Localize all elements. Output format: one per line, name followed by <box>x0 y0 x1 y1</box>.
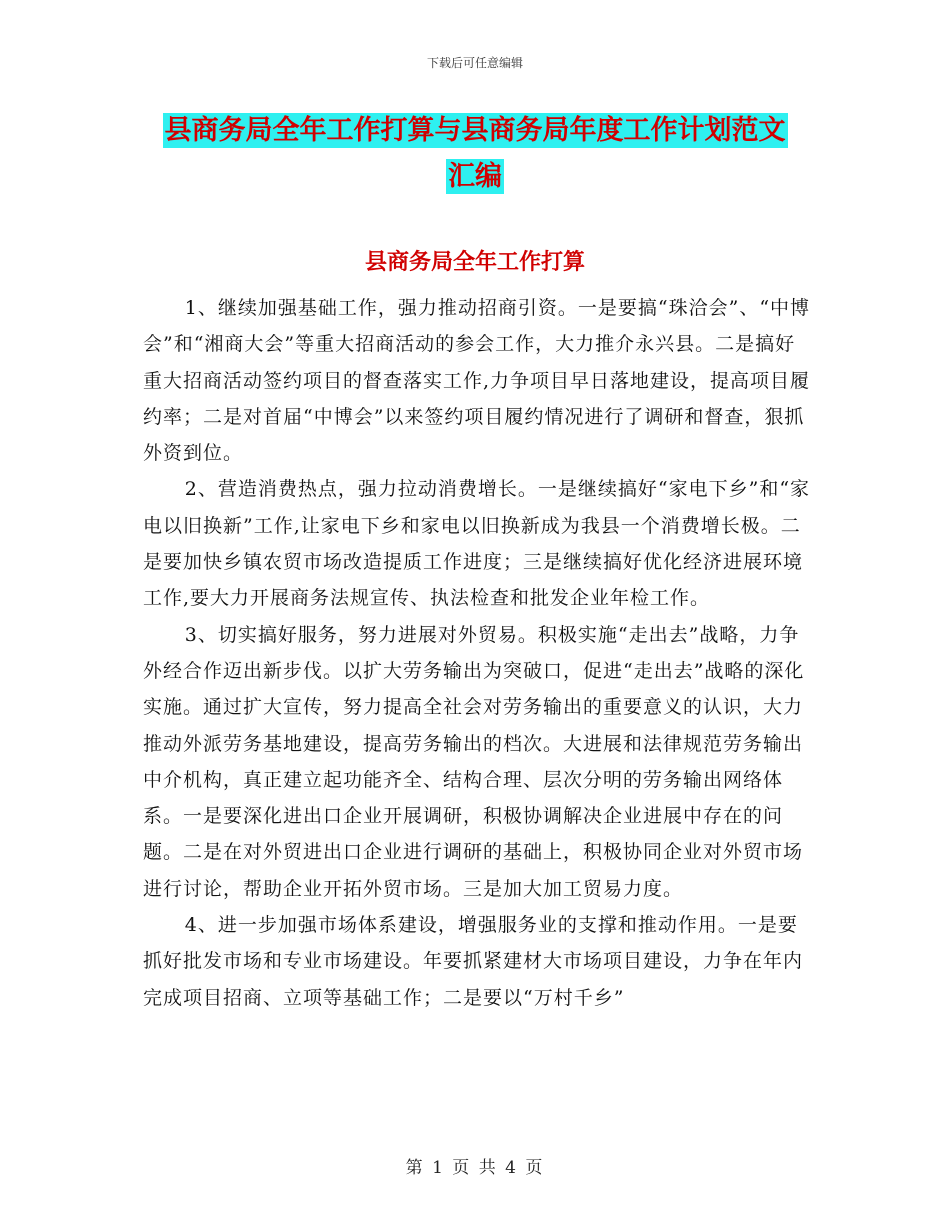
paragraph-1: 1、继续加强基础工作，强力推动招商引资。一是要搞“珠洽会”、“中博会”和“湘商大会”等重大招商活动的参会工作，大力推介永兴县。二是搞好重大招商活动签约项目的督查落实工作,力争项目早日落地建设，提高项目履约率；二是对首届“中博会”以来签约项目履约情况进行了调研和督查，狠抓外资到位。 <box>143 297 811 465</box>
paragraph-4: 4、进一步加强市场体系建设，增强服务业的支撑和推动作用。一是要抓好批发市场和专业市场建设。年要抓紧建材大市场项目建设，力争在年内完成项目招商、立项等基础工作；二是要以“万村千乡” <box>143 914 804 1009</box>
paragraph-3: 3、切实搞好服务，努力进展对外贸易。积极实施“走出去”战略，力争外经合作迈出新步伐。以扩大劳务输出为突破口，促进“走出去”战略的深化实施。通过扩大宣传，努力提高全社会对劳务输出的重要意义的认识，大力推动外派劳务基地建设，提高劳务输出的档次。大进展和法律规范劳务输出中介机构，真正建立起功能齐全、结构合理、层次分明的劳务输出网络体系。一是要深化进出口企业开展调研，积极协调解决企业进展中存在的问题。二是在对外贸进出口企业进行调研的基础上，积极协同企业对外贸市场进行讨论，帮助企业开拓外贸市场。三是加大加工贸易力度。 <box>143 623 805 900</box>
title-line-1: 县商务局全年工作打算与县商务局年度工作计划范文 <box>164 115 786 146</box>
header-note: 下载后可任意编辑 <box>426 56 523 70</box>
page-footer: 第 1 页 共 4 页 <box>405 1158 545 1178</box>
section-title: 县商务局全年工作打算 <box>364 249 585 275</box>
paragraph-2: 2、营造消费热点，强力拉动消费增长。一是继续搞好“家电下乡”和“家电以旧换新”工作,让家电下乡和家电以旧换新成为我县一个消费增长极。二是要加快乡镇农贸市场改造提质工作进度；三是继续搞好优化经济进展环境工作,要大力开展商务法规宣传、执法检查和批发企业年检工作。 <box>143 478 811 610</box>
document-body <box>143 290 813 1016</box>
title-line-2: 汇编 <box>448 161 502 192</box>
document-title <box>0 108 950 200</box>
